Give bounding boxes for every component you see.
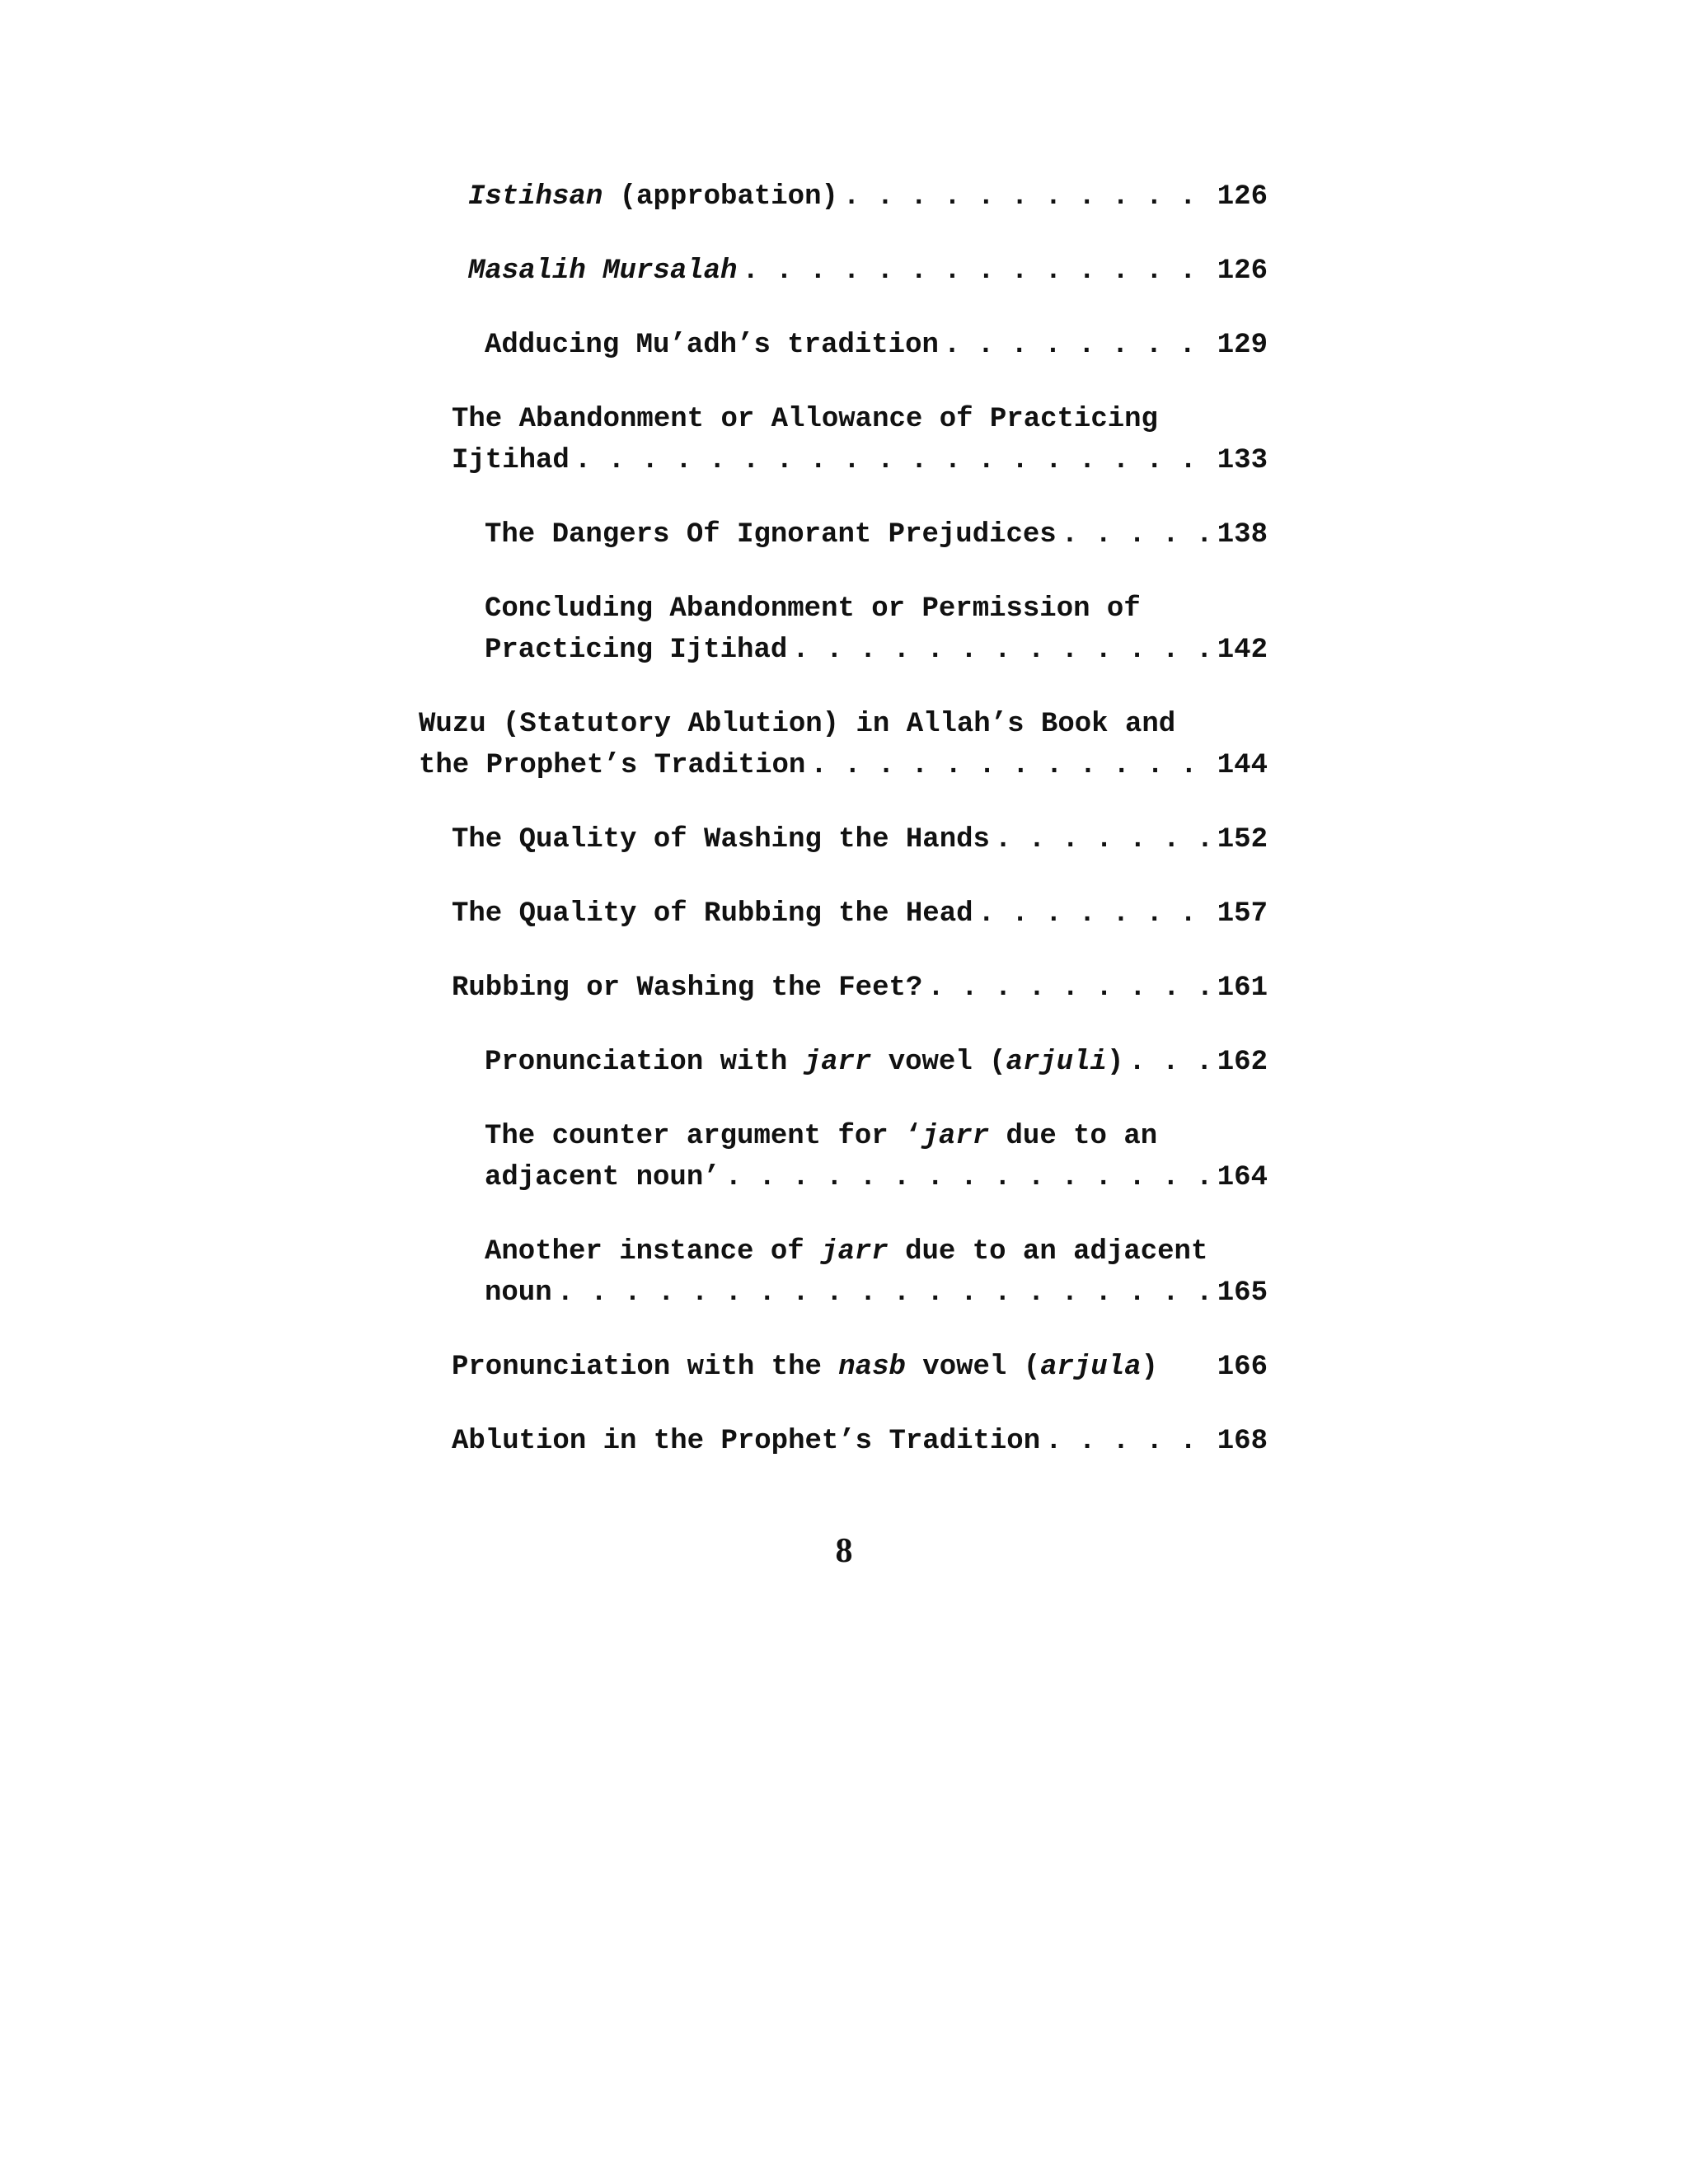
toc-entry-title: Pronunciation with jarr vowel (arjuli) xyxy=(485,1047,1124,1078)
toc-entry xyxy=(452,1421,1268,1462)
toc-entry xyxy=(485,1042,1268,1083)
leader-dots xyxy=(944,325,1212,366)
leader-dots xyxy=(742,251,1212,292)
leader-dots xyxy=(557,1272,1212,1314)
leader-dots xyxy=(978,893,1212,935)
toc-entry-title-first-line: Another instance of jarr due to an adjacent xyxy=(485,1236,1208,1268)
toc-entry-title: adjacent noun’ xyxy=(485,1162,720,1193)
toc-entry-title: the Prophet’s Tradition xyxy=(419,750,806,781)
toc-entry-page: 162 xyxy=(1217,1047,1268,1078)
toc-entry xyxy=(452,968,1268,1009)
toc-entry-page: 126 xyxy=(1217,255,1268,287)
toc-entry-page: 164 xyxy=(1217,1162,1268,1193)
toc-entry xyxy=(452,893,1268,935)
toc-entry xyxy=(485,1231,1268,1314)
toc-entry-page: 129 xyxy=(1217,330,1268,361)
toc-entry-title: Istihsan (approbation) xyxy=(468,181,838,213)
toc-entry xyxy=(468,176,1268,218)
toc-entry-page: 161 xyxy=(1217,972,1268,1004)
toc-entry-title-first-line: The Abandonment or Allowance of Practicing xyxy=(452,404,1158,435)
toc-entry xyxy=(485,325,1268,366)
toc-entry-title: The Quality of Rubbing the Head xyxy=(452,898,973,930)
toc-entry xyxy=(452,399,1268,481)
leader-dots xyxy=(725,1157,1212,1198)
toc-entry xyxy=(452,1347,1268,1388)
toc-entry-page: 157 xyxy=(1217,898,1268,930)
toc-entry-page: 138 xyxy=(1217,519,1268,551)
toc-entry-title-first-line: Wuzu (Statutory Ablution) in Allah’s Book and xyxy=(419,709,1176,740)
toc-entry-title: noun xyxy=(485,1277,552,1309)
leader-dots xyxy=(1128,1042,1212,1083)
toc-entry-title: Ablution in the Prophet’s Tradition xyxy=(452,1426,1041,1457)
leader-dots xyxy=(574,440,1212,481)
toc-entry-title: Masalih Mursalah xyxy=(468,255,738,287)
toc-entry-page: 142 xyxy=(1217,635,1268,666)
leader-dots xyxy=(792,630,1212,671)
toc-entry xyxy=(468,251,1268,292)
toc-entry-page: 126 xyxy=(1217,181,1268,213)
toc-entry-title: Adducing Mu’adh’s tradition xyxy=(485,330,939,361)
toc-entry-title: Pronunciation with the nasb vowel (arjula) xyxy=(452,1352,1158,1383)
toc-entry-title: Practicing Ijtihad xyxy=(485,635,788,666)
toc-entry-title-first-line: The counter argument for ‘jarr due to an xyxy=(485,1121,1158,1152)
toc-entry-page: 168 xyxy=(1217,1426,1268,1457)
toc-entry xyxy=(485,1116,1268,1198)
toc-entry-title: Rubbing or Washing the Feet? xyxy=(452,972,923,1004)
leader-dots xyxy=(810,745,1212,786)
toc-entry-title: Ijtihad xyxy=(452,445,570,476)
toc-entry xyxy=(419,704,1268,786)
toc-entry-title: The Quality of Washing the Hands xyxy=(452,824,990,855)
leader-dots xyxy=(995,819,1212,860)
toc-entry-title-first-line: Concluding Abandonment or Permission of xyxy=(485,593,1141,625)
toc-entry-page: 165 xyxy=(1217,1277,1268,1309)
toc-entry xyxy=(452,819,1268,860)
toc-entry-page: 152 xyxy=(1217,824,1268,855)
toc-entry-title: The Dangers Of Ignorant Prejudices xyxy=(485,519,1057,551)
leader-dots xyxy=(1062,514,1212,555)
toc-entry xyxy=(485,514,1268,555)
leader-dots xyxy=(843,176,1212,218)
toc-entry-page: 144 xyxy=(1217,750,1268,781)
page-number: 8 xyxy=(835,1532,853,1570)
toc-entry xyxy=(485,588,1268,671)
leader-dots xyxy=(927,968,1212,1009)
toc-entry-page: 133 xyxy=(1217,445,1268,476)
leader-dots xyxy=(1045,1421,1212,1462)
toc-entry-page: 166 xyxy=(1217,1352,1268,1383)
